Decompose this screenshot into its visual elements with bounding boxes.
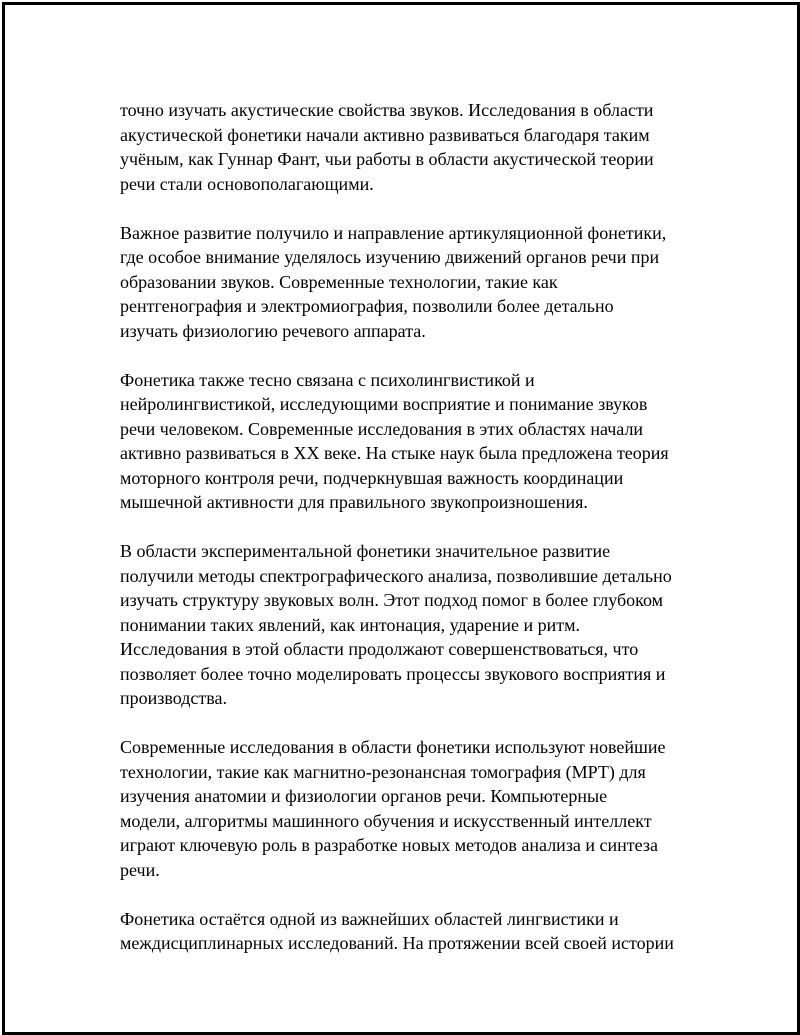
text-line: В области экспериментальной фонетики значительное развитие: [120, 541, 611, 561]
text-line: моторного контроля речи, подчеркнувшая важность координации: [120, 467, 624, 488]
text-line: активно развиваться в XX веке. На стыке наук была предложена теория: [120, 443, 669, 463]
paragraph-5: [120, 735, 702, 882]
text-line: получили методы спектрографического анализа, позволившие детально: [120, 565, 672, 586]
paragraph-2: [120, 221, 702, 344]
text-line: учёным, как Гуннар Фант, чьи работы в области акустической теории: [120, 149, 654, 169]
text-line: Исследования в этой области продолжают совершенствоваться, что: [120, 639, 639, 659]
text-line: речи.: [120, 859, 160, 880]
text-line: акустической фонетики начали активно развиваться благодаря таким: [120, 124, 650, 145]
text-line: понимании таких явлений, как интонация, ударение и ритм.: [120, 614, 580, 635]
text-line: образовании звуков. Современные технологии, такие как: [120, 271, 558, 292]
text-line: рентгенография и электромиография, позволили более детально: [120, 296, 614, 316]
paragraph-1: [120, 98, 702, 196]
text-line: позволяет более точно моделировать процессы звукового восприятия и: [120, 663, 666, 684]
text-line: нейролингвистикой, исследующими восприятие и понимание звуков: [120, 394, 648, 414]
paragraph-4: [120, 539, 702, 711]
document-body: [120, 98, 702, 980]
text-line: производства.: [120, 688, 227, 708]
text-line: изучать структуру звуковых волн. Этот подход помог в более глубоком: [120, 590, 663, 610]
paragraph-6: [120, 907, 702, 956]
text-line: Современные исследования в области фонетики используют новейшие: [120, 737, 666, 757]
text-line: точно изучать акустические свойства звуков. Исследования в области: [120, 100, 654, 120]
text-line: междисциплинарных исследований. На протяжении всей своей истории: [120, 933, 674, 953]
text-line: где особое внимание уделялось изучению движений органов речи при: [120, 247, 660, 267]
text-line: модели, алгоритмы машинного обучения и искусственный интеллект: [120, 810, 652, 831]
paragraph-3: [120, 368, 702, 515]
text-line: Важное развитие получило и направление артикуляционной фонетики,: [120, 222, 667, 243]
text-line: технологии, такие как магнитно-резонансная томография (МРТ) для: [120, 761, 646, 782]
text-line: речи стали основополагающими.: [120, 173, 374, 194]
text-line: мышечной активности для правильного звукопроизношения.: [120, 492, 588, 512]
page-frame: [2, 2, 800, 1035]
text-line: изучать физиологию речевого аппарата.: [120, 320, 426, 341]
text-line: играют ключевую роль в разработке новых методов анализа и синтеза: [120, 835, 658, 855]
text-line: изучения анатомии и физиологии органов речи. Компьютерные: [120, 786, 608, 806]
text-line: Фонетика остаётся одной из важнейших областей лингвистики и: [120, 908, 619, 929]
text-line: речи человеком. Современные исследования в этих областях начали: [120, 418, 644, 439]
text-line: Фонетика также тесно связана с психолингвистикой и: [120, 369, 535, 390]
